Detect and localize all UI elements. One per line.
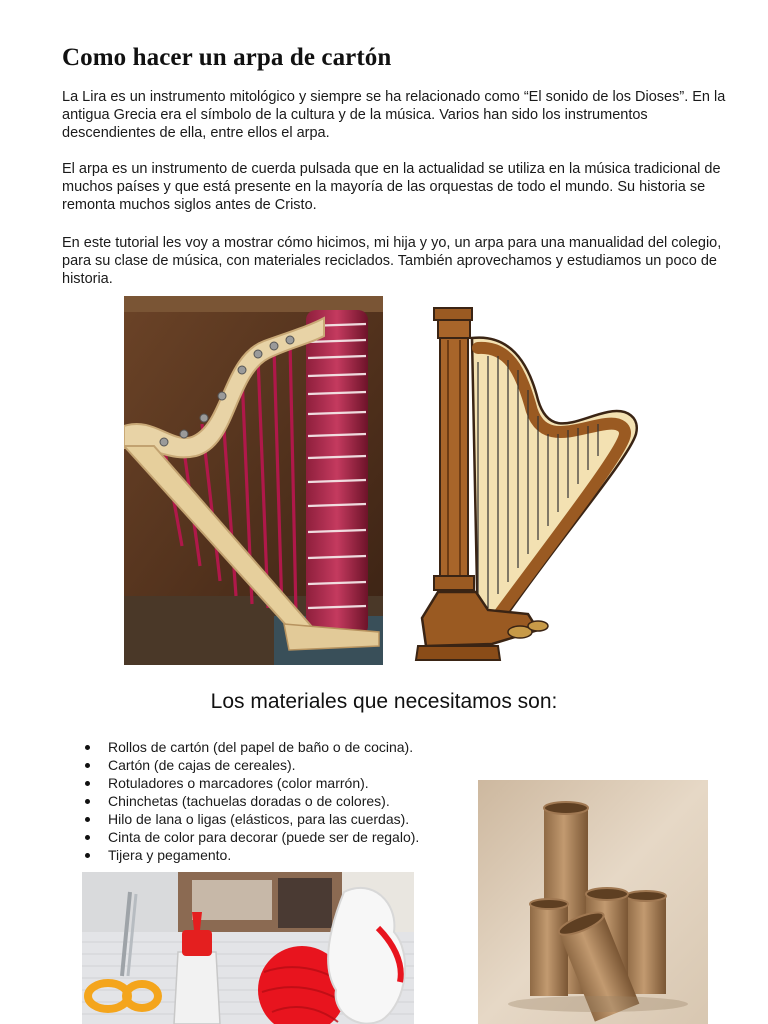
supplies-photo (82, 872, 414, 1024)
page-title: Como hacer un arpa de cartón (62, 44, 392, 71)
harp-clipart (408, 300, 646, 666)
intro-paragraph-lira: La Lira es un instrumento mitológico y siempre se ha relacionado como “El sonido de los Dioses”. En la antigua Grecia era el símbolo de la cultura y de la música. Varios han sido los instrumentos descendientes de ella, entre ellos el arpa. (62, 89, 726, 141)
bullet-icon (85, 781, 90, 786)
bullet-icon (85, 817, 90, 822)
cardboard-harp-photo (124, 296, 383, 665)
harp-clipart-illustration (408, 300, 646, 666)
cardboard-harp-illustration (124, 296, 383, 665)
cardboard-tubes-illustration (478, 780, 708, 1024)
list-item: Cinta de color para decorar (puede ser de regalo). (84, 828, 419, 846)
bullet-icon (85, 799, 90, 804)
list-item: Rollos de cartón (del papel de baño o de cocina). (84, 738, 419, 756)
supplies-illustration (82, 872, 414, 1024)
intro-paragraph-tutorial: En este tutorial les voy a mostrar cómo hicimos, mi hija y yo, un arpa para una manualidad del colegio, para su clase de música, con materiales reciclados. También aprovechamos y estudiamos un poco de historia. (62, 235, 722, 287)
list-item: Cartón (de cajas de cereales). (84, 756, 419, 774)
list-item: Chinchetas (tachuelas doradas o de colores). (84, 792, 419, 810)
list-item: Tijera y pegamento. (84, 846, 419, 864)
materials-heading: Los materiales que necesitamos son: (210, 690, 558, 713)
list-item: Hilo de lana o ligas (elásticos, para las cuerdas). (84, 810, 419, 828)
cardboard-tubes-photo (478, 780, 708, 1024)
bullet-icon (85, 835, 90, 840)
bullet-icon (85, 745, 90, 750)
bullet-icon (85, 853, 90, 858)
intro-paragraph-arpa: El arpa es un instrumento de cuerda pulsada que en la actualidad se utiliza en la música tradicional de muchos países y que está presente en la mayoría de las orquestas de todo el mundo. Su historia se remonta muchos siglos antes de Cristo. (62, 161, 721, 213)
bullet-icon (85, 763, 90, 768)
list-item: Rotuladores o marcadores (color marrón). (84, 774, 419, 792)
materials-list (84, 738, 419, 864)
